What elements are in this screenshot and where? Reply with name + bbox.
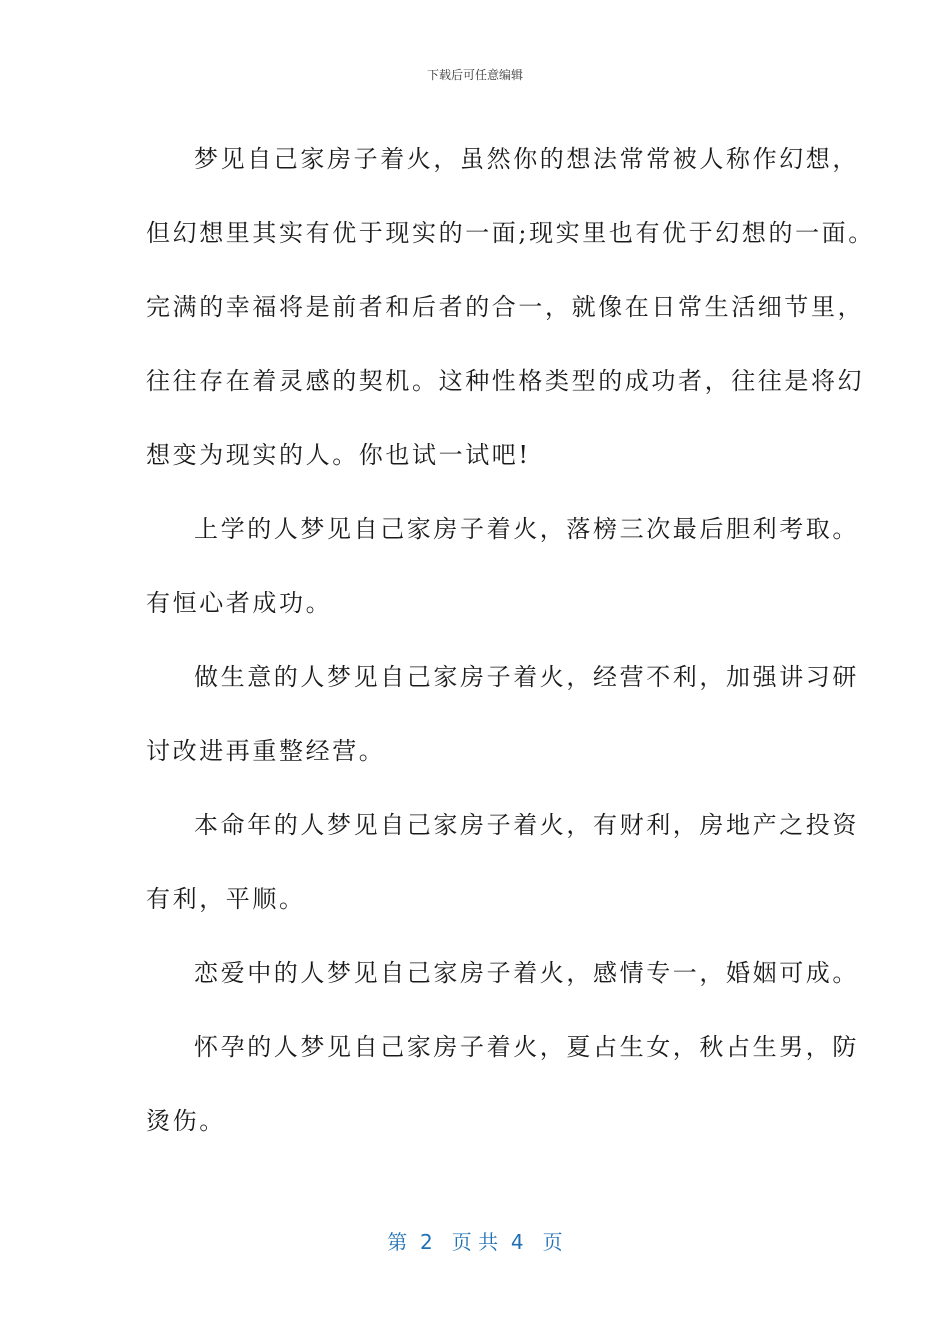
paragraph-line: 上学的人梦见自己家房子着火，落榜三次最后胆利考取。 xyxy=(194,515,859,543)
paragraph-line: 但幻想里其实有优于现实的一面;现实里也有优于幻想的一面。 xyxy=(146,219,875,247)
paragraph-line: 有恒心者成功。 xyxy=(146,589,333,617)
paragraph-line: 本命年的人梦见自己家房子着火，有财利，房地产之投资 xyxy=(194,811,859,839)
paragraph-line: 有利，平顺。 xyxy=(146,885,306,913)
paragraph-line: 烫伤。 xyxy=(146,1107,226,1135)
header-note: 下载后可任意编辑 xyxy=(426,68,523,82)
paragraph-line: 梦见自己家房子着火，虽然你的想法常常被人称作幻想， xyxy=(194,145,859,173)
paragraph-line: 恋爱中的人梦见自己家房子着火，感情专一，婚姻可成。 xyxy=(194,959,859,987)
paragraph-line: 完满的幸福将是前者和后者的合一，就像在日常生活细节里， xyxy=(146,293,865,321)
paragraph-line: 往往存在着灵感的契机。这种性格类型的成功者，往往是将幻 xyxy=(146,367,865,395)
paragraph-line: 想变为现实的人。你也试一试吧! xyxy=(146,441,531,469)
document-body xyxy=(146,122,875,1158)
paragraph-line: 怀孕的人梦见自己家房子着火，夏占生女，秋占生男，防 xyxy=(194,1033,859,1061)
paragraph-line: 做生意的人梦见自己家房子着火，经营不利，加强讲习研 xyxy=(194,663,859,691)
paragraph-line: 讨改进再重整经营。 xyxy=(146,737,386,765)
page-number: 第 2 页 共 4 页 xyxy=(387,1230,563,1254)
